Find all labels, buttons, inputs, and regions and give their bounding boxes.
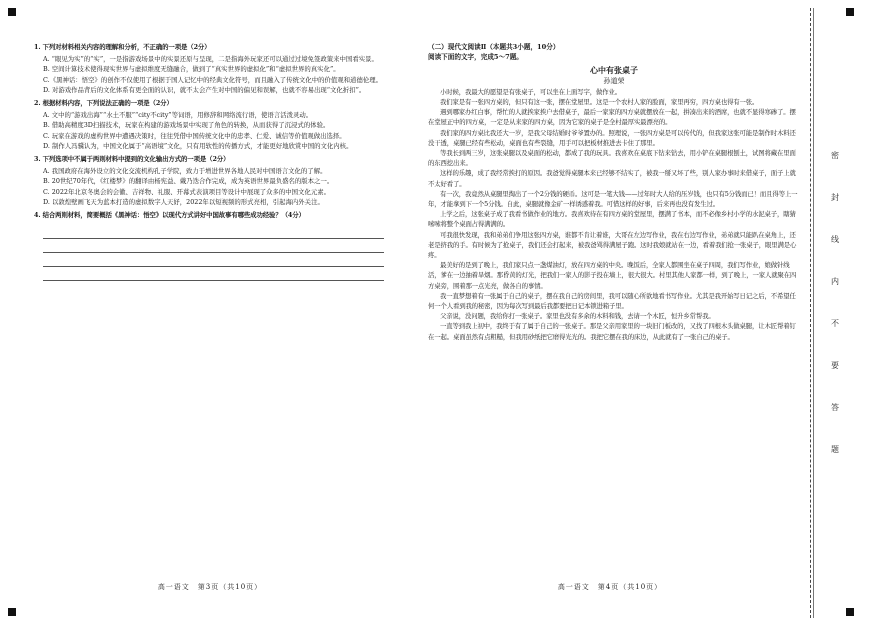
paragraph: 这样的乐趣，成了我经常挨打的原因。我爸觉得桌腿本来已经够不结实了，被我一掰又坏了些，别人家办事时来借桌子，面子上就不太好看了。 [428,169,796,188]
option-b: B. 空间计算技术使得现实世界与虚拟维度无缝融合，做到了“真实世界的虚拟化”和“虚拟世界的真实化”。 [43,65,340,74]
option-c: C.《黑神话：悟空》的创作不仅使用了根据于国人记忆中的经典文化符号，而且融入了传统文化中的价值观和道德伦理。 [43,75,383,84]
story-body [428,87,800,342]
option-d: D. 对游戏作品背后的文化体系有更全面的认识，就不太会产生对中国的偏见和误解，也就不容易出现“文化折扣”。 [43,86,366,95]
binding-word: 封 [831,193,839,202]
paragraph: 我们家的四方桌比我还大一岁，是我父母结婚时爷爷置办的。照理说，一张四方桌是可以传代的，但我家这张可能是制作时木料还没干透，桌腿已经有些松动，桌面也有些裂缝，用手可以把板材推进去卡住了那里。 [428,128,796,147]
page-footer: 高一语文 第4页（共10页） [557,583,663,591]
paragraph: 有一次，我竟然从桌腿里掏出了一个2分钱的硬币。这可是一笔大钱——过年时大人给的压岁钱，也只有5分钱而已！而且得等上一年，才能拿到下一个5分钱。自此，桌腿就像金矿一样诱惑着我。可惜这样的好事，后来再也没有发生过。 [428,189,798,209]
story-author: 孙道荣 [603,76,625,85]
option-c: C. 玩家在游戏的虚构世界中遭遇决策时，往往凭借中国传统文化中的忠孝、仁爱、诚信等价值观做出选择。 [43,131,346,140]
story-title: 心中有张桌子 [590,64,638,75]
registration-mark [846,8,854,16]
answer-line[interactable] [43,253,384,267]
answer-lines[interactable] [34,225,384,281]
answer-line[interactable] [43,267,384,281]
cut-line [810,8,811,618]
binding-word: 要 [831,361,839,370]
fold-line [813,8,814,618]
paragraph: 一直等到我上初中，我终于有了属于自己的一张桌子。那是父亲用家里的一块旧门板改的，又找了四根木头做桌腿，让木匠帮着钉在一起。桌面虽然有点粗糙，但我用砂纸把它磨得光光的。我把它摆在我的床边，从此就有了一张自己的桌子。 [428,322,796,341]
registration-mark [846,608,854,616]
registration-mark [8,608,16,616]
binding-word: 密 [831,151,839,160]
question-stem: 3. 下列选项中不属于两则材料中提到的文化输出方式的一项是（2分） [34,154,230,163]
binding-strip [800,0,870,626]
question-stem: 1. 下列对材料相关内容的理解和分析，不正确的一项是（2分） [34,43,211,51]
option-a: A. 我国政府在海外设立的文化交流机构孔子学院，致力于增进世界各地人民对中国语言文化的了解。 [43,166,327,175]
option-c: C. 2022年北京冬奥会的会徽、吉祥物、礼服、开幕式表演项目等设计中展现了众多的中国文化元素。 [43,187,331,196]
registration-mark [8,8,16,16]
paragraph: 最美好的是到了晚上，我们家只点一盏煤油灯，放在四方桌的中央。晚饭后，全家人都围坐在桌子四周，我们写作业，娘做针线活，爹在一边抽着旱烟。那昏黄的灯光，把我们一家人的影子投在墙上，很大很大。村里其他人家都一样，到了晚上，一家人就聚在四方桌旁，围着那一点光亮，做各自的事情。 [428,261,797,290]
section-intro: 阅读下面的文字，完成5～7题。 [428,53,523,62]
question-1 [34,42,384,96]
option-b: B. 借助高精度3D扫描技术，玩家在构建的游戏场景中实现了角色的转换，从而获得了沉浸式的体验。 [43,121,330,130]
paragraph: 上学之后，这张桌子成了我看书做作业的地方。我喜欢待在有四方桌的堂屋里，摆满了书本，而不必像乡村小学的水泥桌子，瞎猜嗦嗦将整个桌面占得满满的。 [428,210,796,229]
paragraph: 父亲说，没问题，我给你打一张桌子。家里也没有多余的木料和钱，去请一个木匠，恒升乡常帮我。 [440,312,715,321]
section-title: （二）现代文阅读Ⅱ（本题共3小题，10分） [428,43,560,51]
left-page [0,0,420,626]
paragraph: 等我长到两三岁，这张桌腿以及桌面的松动，都成了我的玩具。我喜欢在桌底下钻来钻去，用小铲在桌腿根刨土，试图将藏在里面的东西挖出来。 [428,149,796,168]
question-4 [34,210,384,281]
question-3 [34,154,384,208]
paragraph: 遇到哪家办红白事，帮忙的人就挨家挨户去借桌子，最后一家家的四方桌就摆放在一起，拼凑出来的酒席，也就不显得寒碜了。摆在堂屋正中的四方桌，一定是从来家的四方桌，因为它家的桌子是全村最厚实最漂亮的。 [428,108,796,127]
option-a: A. 文中的“游戏出海”“水土不服”“city不city”等词语，用修辞和网络流行语，使语言活泼灵动。 [43,110,313,119]
paragraph: 我一直梦想着有一张属于自己的桌子，摆在我自己的房间里，我可以随心所欲地看书写作业。尤其是我开始写日记之后，不希望任何一个人看到我的秘密，因为每次写到最后我都要把日记本锁进箱子里。 [428,291,796,311]
question-stem: 4. 结合两则材料，简要概括《黑神话：悟空》以现代方式讲好中国故事有哪些成功经验？（4分） [34,210,305,219]
binding-word: 题 [831,445,839,454]
answer-line[interactable] [43,239,384,253]
binding-word: 不 [831,319,839,328]
option-a: A. “眼见为实”的“实”，一是指游戏场景中的实景还原与呈现，二是指海外玩家还可以通过过境免签政策来中国看实景。 [43,54,378,63]
question-2 [34,98,384,152]
binding-word: 内 [831,277,839,286]
paragraph: 我们家是有一张四方桌的，但只有这一张，摆在堂屋里。这是一个农村人家的脸面，家里再穷，四方桌也得有一张。 [440,98,759,107]
right-page [420,0,800,626]
paragraph: 可我很快发现，我和弟弟们争用这张四方桌，谁都不肯让着谁，大哥在左边写作业，我在右边写作业，弟弟就只能趴在桌角上，还老是挤我的手。有时候为了抢桌子，我们还会打起来，被我爸骂得满屋子跑。这时我娘就站在一边，看着我们抢一张桌子，眼里满是心疼。 [428,230,797,260]
left-column [34,42,384,281]
paragraph: 小时候，我最大的愿望是有张桌子，可以坐在上面写字，做作业。 [440,87,621,96]
option-d: D. 以敦煌壁画飞天为蓝本打造的虚拟数字人天妤，2022年以短视频的形式亮相，引起海内外关注。 [43,198,324,207]
binding-word: 线 [831,235,839,244]
option-b: B. 20世纪70年代，《红楼梦》的翻译由杨宪益、戴乃迭合作完成，成为英语世界最负盛名的版本之一。 [43,177,334,186]
page-footer: 高一语文 第3页（共10页） [157,583,263,591]
option-d: D. 制作人冯骥认为，中国文化属于“高语境”文化，只有用软性的传播方式，才能更好地欣赏中国的文化内核。 [43,142,353,151]
binding-word: 答 [831,403,839,412]
answer-line[interactable] [43,225,384,239]
right-column [428,42,800,342]
question-stem: 2. 根据材料内容，下列说法正确的一项是（2分） [34,98,173,107]
